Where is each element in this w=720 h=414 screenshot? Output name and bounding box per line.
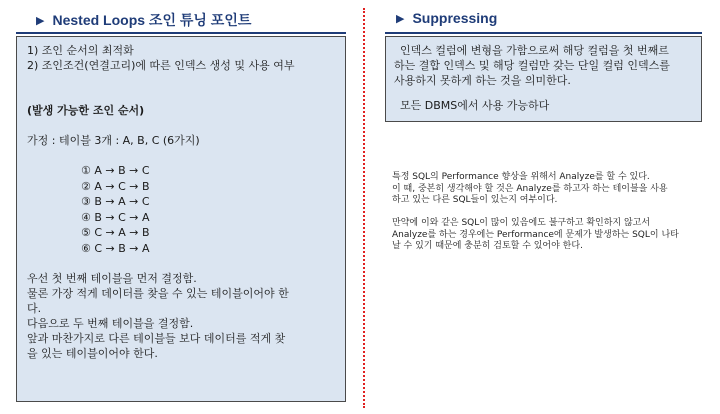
explanation-line: 우선 첫 번째 테이블을 먼저 결정함. <box>27 272 197 285</box>
join-order-item: ② A → C → B <box>81 179 150 193</box>
suppressing-heading-text: Suppressing <box>412 10 498 26</box>
explanation-line: 을 있는 테이블이어야 한다. <box>27 347 158 360</box>
right-heading-rule <box>385 32 702 34</box>
join-order-item: ⑥ C → B → A <box>81 241 150 255</box>
triangle-bullet-icon: ▶ <box>396 12 405 25</box>
assumption-line: 가정 : 테이블 3개 : A, B, C (6가지) <box>27 134 200 147</box>
nested-loops-heading-text: Nested Loops 조인 튜닝 포인트 <box>52 12 252 28</box>
intro-line: 1) 조인 순서의 최적화 <box>27 44 134 57</box>
note-line <box>392 207 704 219</box>
nested-loops-box <box>16 36 346 402</box>
analyze-notes <box>392 172 704 253</box>
join-order-item: ① A → B → C <box>81 164 150 177</box>
explanation-line: 앞과 마찬가지로 다른 테이블들 보다 데이터를 적게 찾 <box>27 332 286 345</box>
join-order-item: ④ B → C → A <box>81 210 150 224</box>
note-line: 하고 있는 다른 SQL들이 있는지 여부이다. <box>392 195 558 205</box>
suppressing-heading <box>396 10 497 26</box>
note-line: 날 수 있기 때문에 충분히 검토할 수 있어야 한다. <box>392 241 583 251</box>
join-order-list <box>27 163 335 256</box>
explanation-line: 물론 가장 적게 데이터를 찾을 수 있는 테이블이어야 한 <box>27 287 289 300</box>
note-line: 특정 SQL의 Performance 향상을 위해서 Analyze를 할 수 있다. <box>392 172 650 182</box>
explanation-line: 다음으로 두 번째 테이블을 결정함. <box>27 317 194 330</box>
left-heading-rule <box>16 32 346 34</box>
section-title: (발생 가능한 조인 순서) <box>27 104 145 117</box>
explanation-line: 다. <box>27 302 42 315</box>
note-line: 만약에 이와 같은 SQL이 많이 있음에도 불구하고 확인하지 않고서 <box>392 218 651 228</box>
intro-line: 2) 조인조건(연결고리)에 따른 인덱스 생성 및 사용 여부 <box>27 59 295 72</box>
suppressing-note: 모든 DBMS에서 사용 가능하다 <box>400 99 550 112</box>
suppressing-desc-line: 인덱스 컬럼에 변형을 가함으로써 해당 컬럼을 첫 번째르 <box>400 44 669 57</box>
suppressing-box <box>385 36 702 122</box>
note-line: 이 때, 중본히 생각해야 할 것은 Analyze를 하고자 하는 테이블을 사용 <box>392 183 668 194</box>
join-order-item: ③ B → A → C <box>81 195 150 208</box>
join-order-item: ⑤ C → A → B <box>81 226 150 239</box>
suppressing-desc-line: 하는 결합 인덱스 및 해당 컬럼만 갖는 단일 컬럼 인덱스를 <box>394 59 670 72</box>
nested-loops-heading <box>36 10 251 30</box>
suppressing-desc-line: 사용하지 못하게 하는 것을 의미한다. <box>394 74 571 87</box>
column-divider <box>363 8 365 408</box>
triangle-bullet-icon: ▶ <box>36 14 45 27</box>
note-line: Analyze를 하는 경우에는 Performance에 문제가 발생하는 SQL이 나타 <box>392 229 679 240</box>
